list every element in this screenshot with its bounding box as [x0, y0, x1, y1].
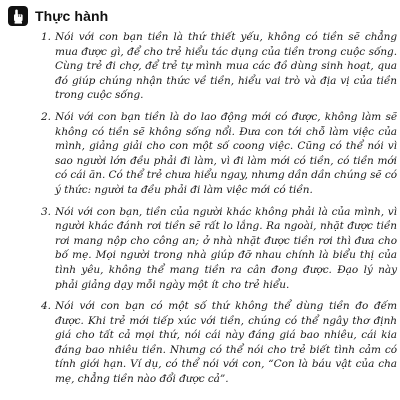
- section-header: [8, 4, 108, 28]
- item-number: 4.: [41, 300, 51, 313]
- item-text: Nói với con bạn có một số thứ không thể dùng tiền đo đếm được. Khi trẻ mới tiếp xúc với tiền, chúng có thể ngây thơ định giá cho tất cả mọi thứ, nói cái này đáng giá bao nhiêu, cái kia đáng bao nhiêu tiền. Nhưng có thể nói cho trẻ biết tình cảm có tính giới hạn. Ví dụ, có thể nói với con, “Con là báu vật của cha mẹ, chẳng tiền nào đổi được cả”.: [55, 300, 397, 386]
- item-text: Nói với con bạn, tiền của người khác không phải là của mình, vì người khác đánh rơi tiền sẽ rất lo lắng. Ra ngoài, nhặt được tiền rơi mang nộp cho công an; ở nhà nhặt được tiền rơi thì đưa cho bố mẹ. Mọi người trong nhà giúp đỡ nhau chính là biểu thị của tình yêu, không thể mang tiền ra cân đong được. Đạo lý này phải giảng dạy mỗi ngày một ít cho trẻ hiểu.: [55, 205, 397, 291]
- section-title: Thực hành: [35, 8, 109, 24]
- hand-pointing-icon: [8, 6, 28, 26]
- item-text: Nói với con bạn tiền là do lao động mới có được, không làm sẽ không có tiền sẽ không sống nổi. Đưa con tới chỗ làm việc của mình, giảng giải cho con một số coong việc. Cũng có thể nói vì sao người lớn đều phải đi làm, vì đi làm mới có tiền, có tiền mới có cái ăn. Có thể trẻ chưa hiểu ngay, nhưng dần dần chúng sẽ có ý thức: người ta đều phải đi làm việc mới có tiền.: [55, 110, 397, 196]
- practice-list: [41, 30, 397, 394]
- list-item: [41, 299, 397, 387]
- list-item: [41, 205, 397, 293]
- list-item: [41, 110, 397, 198]
- item-number: 2.: [41, 110, 51, 123]
- item-number: 3.: [41, 205, 51, 218]
- list-item: [41, 30, 397, 103]
- item-text: Nói với con bạn tiền là thứ thiết yếu, không có tiền sẽ chẳng mua được gì, để cho trẻ hiểu tác dụng của tiền trong cuộc sống. Cùng trẻ đi chợ, để trẻ tự mình mua các đồ dùng sinh hoạt, qua đó giúp chúng nhận thức về tiền, hiểu vai trò và địa vị của tiền trong cuộc sống.: [55, 31, 397, 102]
- item-number: 1.: [41, 31, 51, 43]
